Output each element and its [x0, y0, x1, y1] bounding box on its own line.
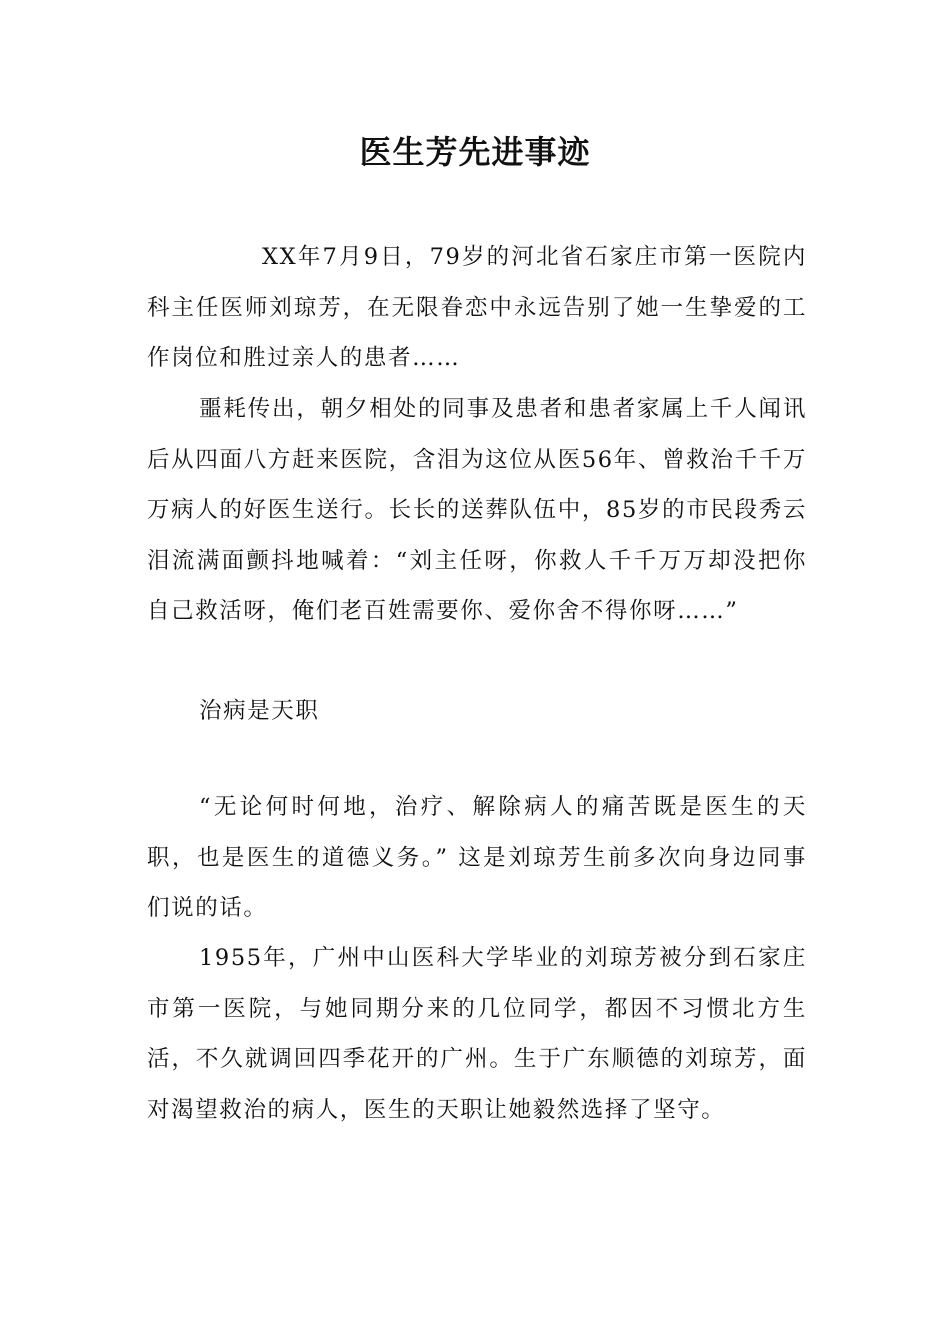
paragraph-history: 1955年，广州中山医科大学毕业的刘琼芳被分到石家庄市第一医院，与她同期分来的几位同学，都因不习惯北方生活，不久就调回四季花开的广州。生于广东顺德的刘琼芳，面对渴望救治的病人，医生的天职让她毅然选择了坚守。: [147, 945, 807, 1123]
paragraph-intro: XX年7月9日，79岁的河北省石家庄市第一医院内科主任医师刘琼芳，在无限眷恋中永远告别了她一生挚爱的工作岗位和胜过亲人的患者……: [147, 244, 807, 371]
page-title: 医生芳先进事迹: [359, 133, 591, 171]
paragraph-funeral: 噩耗传出，朝夕相处的同事及患者和患者家属上千人闻讯后从四面八方赶来医院，含泪为这位从医56年、曾救治千千万万病人的好医生送行。长长的送葬队伍中，85岁的市民段秀云泪流满面颤抖地喊着：“刘主任呀，你救人千千万万却没把你自己救活呀，俺们老百姓需要你、爱你舍不得你呀……”: [147, 396, 807, 624]
section-heading: 治病是天职: [199, 698, 320, 724]
paragraph-quote: “无论何时何地，治疗、解除病人的痛苦既是医生的天职，也是医生的道德义务。” 这是刘琼芳生前多次向身边同事们说的话。: [147, 794, 807, 921]
